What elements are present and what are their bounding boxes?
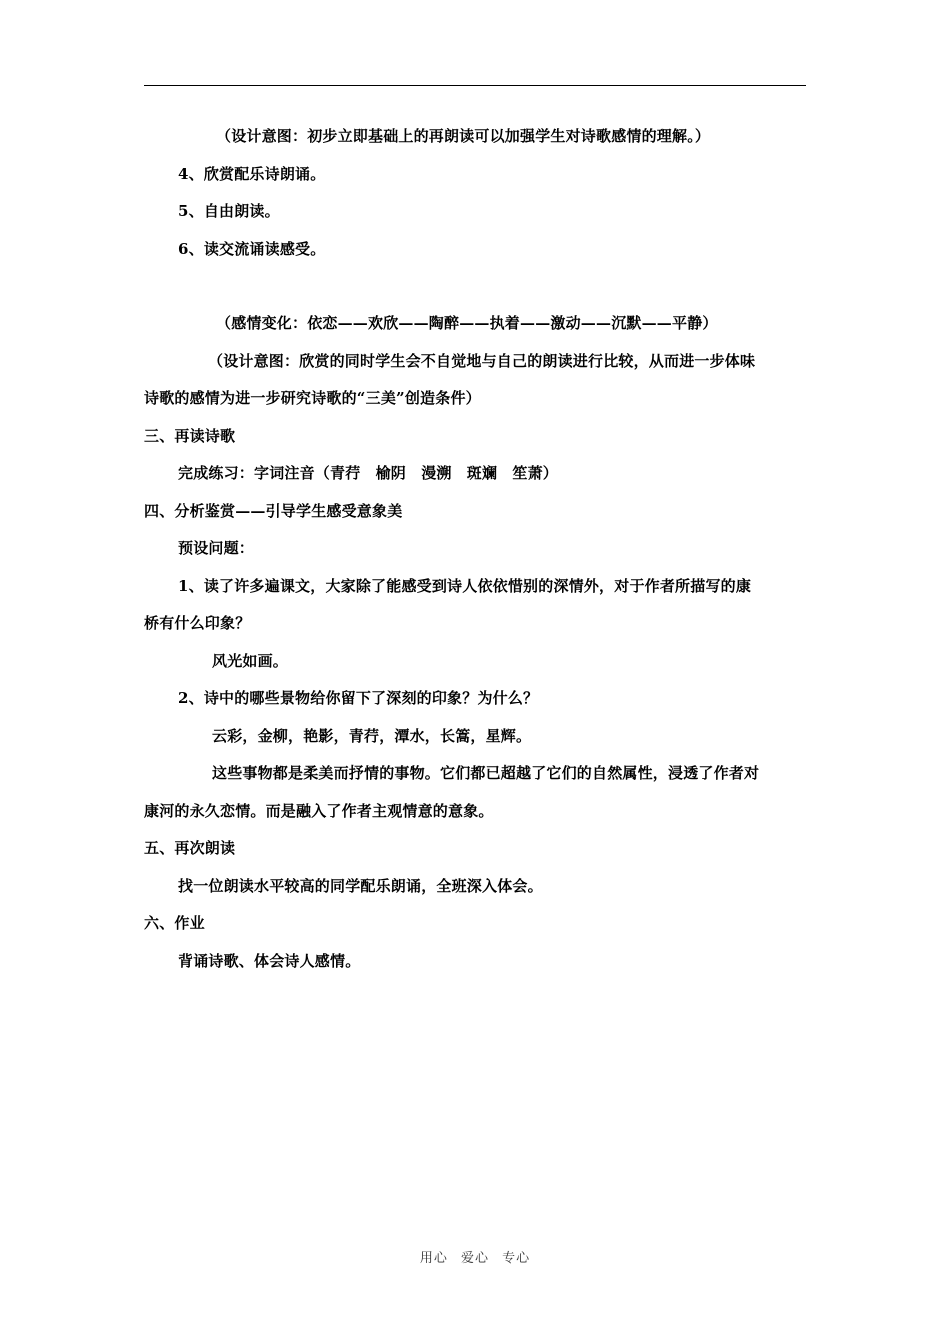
document-body [144, 118, 806, 980]
design-note-1: （设计意图：初步立即基础上的再朗读可以加强学生对诗歌感情的理解。） [216, 127, 711, 145]
footer-word-1: 用心 [419, 1251, 448, 1266]
analysis-line-1: 这些事物都是柔美而抒情的事物。它们都已超越了它们的自然属性，浸透了作者对 [212, 764, 760, 782]
design-note-2-line-2: 诗歌的感情为进一步研究诗歌的“三美”创造条件） [144, 389, 481, 407]
design-note-2-line-1: （设计意图：欣赏的同时学生会不自觉地与自己的朗读进行比较，从而进一步体味 [208, 351, 756, 370]
section-heading-5: 五、再次朗读 [144, 839, 236, 857]
reading-task: 找一位朗读水平较高的同学配乐朗诵，全班深入体会。 [178, 876, 543, 895]
question-2: 2、诗中的哪些景物给你留下了深刻的印象？为什么？ [178, 689, 539, 707]
question-1-line-1: 1、读了许多遍课文，大家除了能感受到诗人依依惜别的深情外，对于作者所描写的康 [178, 576, 752, 595]
list-item-4: 4、欣赏配乐诗朗诵。 [178, 164, 326, 183]
list-item-6: 6、读交流诵读感受。 [178, 239, 326, 258]
answer-2: 云彩，金柳，艳影，青荇，潭水，长篙，星辉。 [212, 726, 532, 745]
answer-1: 风光如画。 [212, 651, 289, 670]
header-rule [144, 85, 806, 86]
footer-word-2: 爱心 [460, 1251, 489, 1266]
emotion-change-note: （感情变化：依恋——欢欣——陶醉——执着——激动——沉默——平静） [216, 314, 718, 332]
footer-word-3: 专心 [502, 1251, 531, 1266]
page-footer [0, 1247, 950, 1266]
homework-line: 背诵诗歌、体会诗人感情。 [178, 951, 361, 970]
section-heading-6: 六、作业 [144, 914, 205, 932]
analysis-line-2: 康河的永久恋情。而是融入了作者主观情意的意象。 [144, 801, 494, 820]
question-1-line-2: 桥有什么印象？ [144, 614, 251, 632]
section-heading-4: 四、分析鉴赏——引导学生感受意象美 [144, 501, 403, 520]
section-heading-3: 三、再读诗歌 [144, 426, 236, 445]
blank-line [144, 268, 806, 305]
list-item-5: 5、自由朗读。 [178, 202, 280, 220]
exercise-line: 完成练习：字词注音（青荇 榆阴 漫溯 斑斓 笙萧） [178, 464, 559, 482]
preset-questions-label: 预设问题： [178, 539, 255, 557]
